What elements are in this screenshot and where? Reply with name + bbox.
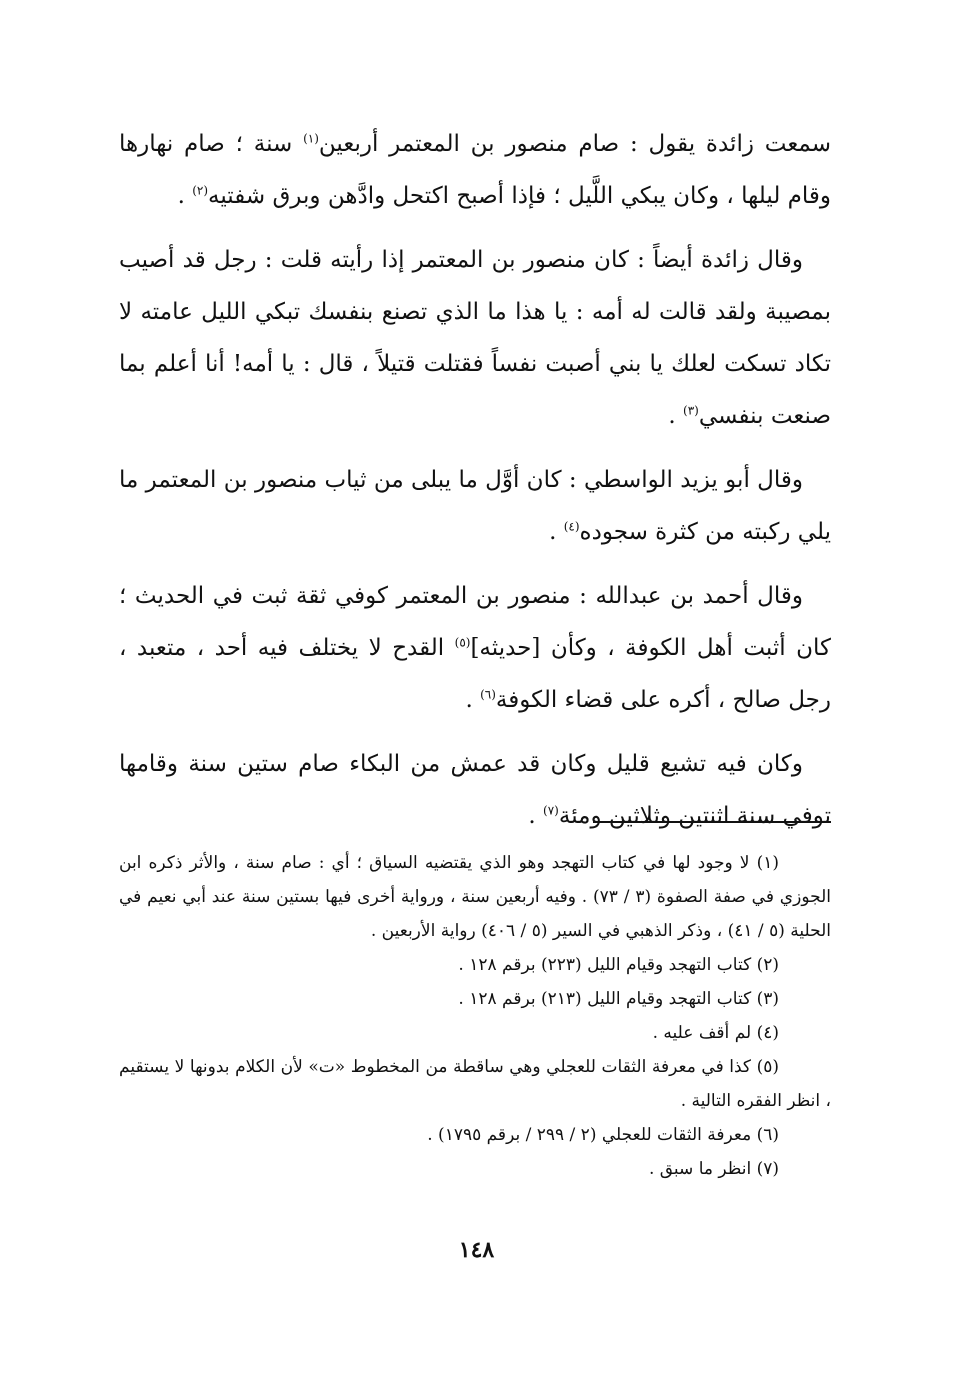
footnote-ref-6: (٦) — [480, 687, 496, 702]
footnotes — [119, 846, 831, 1186]
footnote-1: (١) لا وجود لها في كتاب التهجد وهو الذي يقتضيه السياق ؛ أي : صام سنة ، والأثر ذكره ابن الجوزي في صفة الصفوة (٣ / ٧٣) . وفيه أربعين سنة ، ورواية أخرى فيها بستين سنة عند أبي نعيم في الحلية (٥ / ٤١) ، وذكر الذهبي في السير (٥ / ٤٠٦) رواية الأربعين . — [119, 853, 831, 941]
paragraph-end: . — [177, 183, 193, 209]
footnote-4: (٤) لم أقف عليه . — [652, 1023, 779, 1043]
page-number: ١٤٨ — [458, 1237, 495, 1263]
footnote-ref-4: (٤) — [563, 519, 580, 534]
paragraph-text: وقال زائدة أيضاً : كان منصور بن المعتمر إذا رأيته قلت : رجل قد أصيب بمصيبة ولقد قالت له أمه : يا هذا ما الذي تصنع بنفسك تبكي الليل عامته لا تكاد تسكت لعلك يا بني أصبت نفساً فقتلت قتيلاً ، قال : يا أمه! أنا أعلم بما صنعت بنفسي — [119, 247, 831, 429]
paragraph-end: . — [465, 687, 481, 713]
footnote-3: (٣) كتاب التهجد وقيام الليل (٢١٣) برقم ١٢٨ . — [458, 989, 779, 1009]
footnote-5: (٥) كذا في معرفة الثقات للعجلي وهي ساقطة من المخطوط «ت» لأن الكلام بدونها لا يستقيم ، انظر الفقره التالية . — [119, 1057, 831, 1111]
footnote-2: (٢) كتاب التهجد وقيام الليل (٢٢٣) برقم ١٢٨ . — [458, 955, 779, 975]
footnote-divider — [593, 821, 831, 823]
paragraph-text: سنة ؛ صام نهارها وقام ليلها ، وكان يبكي اللَّيل ؛ فإذا أصبح اكتحل وادَّهن وبرق شفتيه — [119, 131, 831, 209]
paragraph-text: وقال أحمد بن عبدالله : منصور بن المعتمر كوفي ثقة ثبت في الحديث ؛ كان أثبت أهل الكوفة ، وكأن [حديثه] — [119, 583, 831, 661]
paragraph-5 — [119, 738, 831, 842]
paragraph-end: . — [668, 403, 684, 429]
paragraph-end: . — [528, 803, 544, 829]
paragraph-text: القدح لا يختلف فيه أحد ، متعبد ، رجل صالح ، أكره على قضاء الكوفة — [119, 635, 831, 713]
paragraph-1 — [119, 118, 831, 222]
paragraph-end: . — [549, 519, 564, 545]
footnote-7: (٧) انظر ما سبق . — [648, 1159, 779, 1179]
paragraph-4 — [119, 570, 831, 726]
paragraph-text: وقال أبو يزيد الواسطي : كان أوَّل ما يبلى من ثياب منصور بن المعتمر ما يلي ركبته من كثرة سجوده — [119, 467, 831, 545]
footnote-6: (٦) معرفة الثقات للعجلي (٢ / ٢٩٩ / برقم ١٧٩٥) . — [427, 1125, 779, 1145]
paragraph-text: وكان فيه تشيع قليل وكان قد عمش من البكاء صام ستين سنة وقامها توفي سنة اثنتين وثلاثين ومئة — [119, 751, 831, 829]
footnote-ref-2: (٢) — [192, 183, 209, 198]
footnote-ref-7: (٧) — [543, 803, 559, 818]
paragraph-3 — [119, 454, 831, 558]
footnote-ref-1: (١) — [303, 131, 319, 146]
footnote-ref-3: (٣) — [683, 403, 699, 418]
paragraph-2 — [119, 234, 831, 442]
paragraph-text: سمعت زائدة يقول : صام منصور بن المعتمر أربعين — [318, 131, 831, 157]
main-text — [119, 118, 831, 854]
footnote-ref-5: (٥) — [454, 635, 471, 650]
